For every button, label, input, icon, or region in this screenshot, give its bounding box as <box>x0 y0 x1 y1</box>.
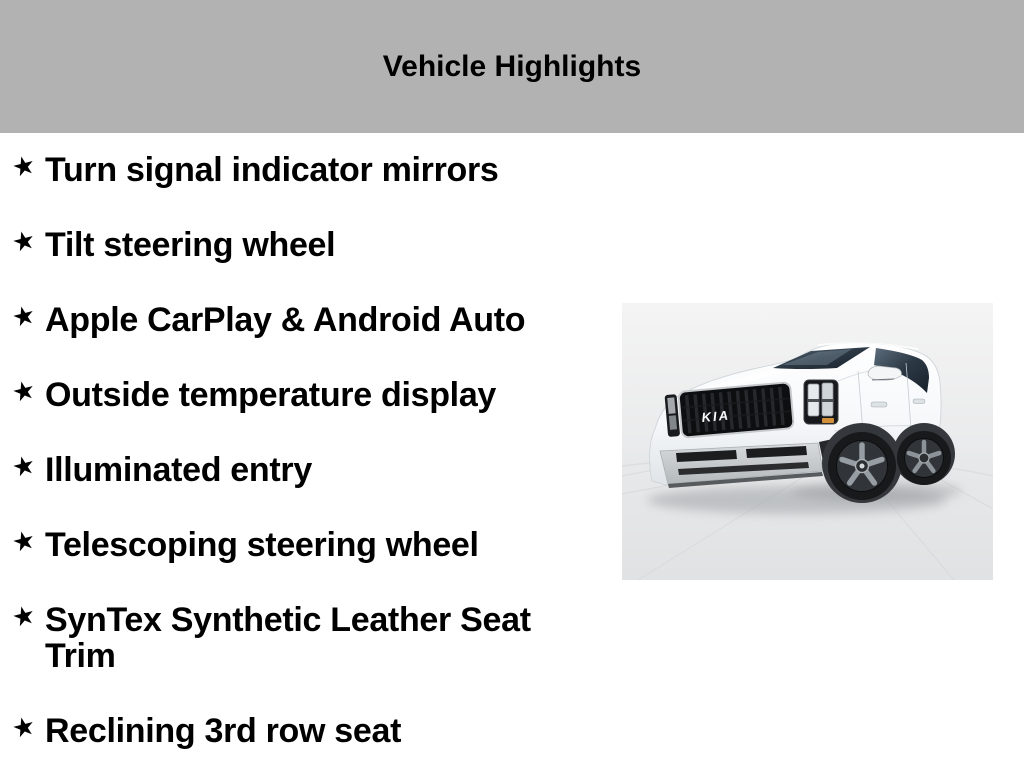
kia-logo: KIA <box>700 407 731 426</box>
vehicle-photo <box>622 303 993 580</box>
highlight-item <box>8 148 597 189</box>
highlight-item <box>8 223 597 264</box>
front-wheel <box>828 432 896 500</box>
highlight-text: Tilt steering wheel <box>45 226 336 264</box>
highlight-text: Reclining 3rd row seat <box>45 712 402 750</box>
star-icon: ★ <box>8 523 39 559</box>
headlight <box>804 380 838 424</box>
highlight-item <box>8 523 597 564</box>
star-icon: ★ <box>8 298 39 334</box>
highlight-text: SynTex Synthetic Leather Seat Trim <box>45 601 531 675</box>
star-icon: ★ <box>8 223 39 259</box>
star-icon: ★ <box>8 148 39 184</box>
star-icon: ★ <box>8 598 39 634</box>
side-mirror <box>868 366 901 380</box>
front-grille <box>664 382 794 439</box>
highlight-text: Telescoping steering wheel <box>45 526 479 564</box>
highlight-text: Outside temperature display <box>45 376 497 414</box>
star-icon: ★ <box>8 448 39 484</box>
star-icon: ★ <box>8 709 39 745</box>
highlight-text: Apple CarPlay & Android Auto <box>45 301 526 339</box>
header-banner <box>0 0 1024 133</box>
highlights-list <box>8 148 597 768</box>
highlight-item <box>8 709 597 750</box>
highlight-text: Illuminated entry <box>45 451 312 489</box>
highlight-item <box>8 298 597 339</box>
highlight-text: Turn signal indicator mirrors <box>45 151 499 189</box>
highlight-item <box>8 373 597 414</box>
amber-reflector <box>822 418 834 423</box>
page-title: Vehicle Highlights <box>382 49 642 83</box>
rear-wheel <box>897 431 951 485</box>
star-icon: ★ <box>8 373 39 409</box>
highlight-item <box>8 448 597 489</box>
car-illustration <box>622 303 993 580</box>
highlight-item <box>8 598 597 675</box>
